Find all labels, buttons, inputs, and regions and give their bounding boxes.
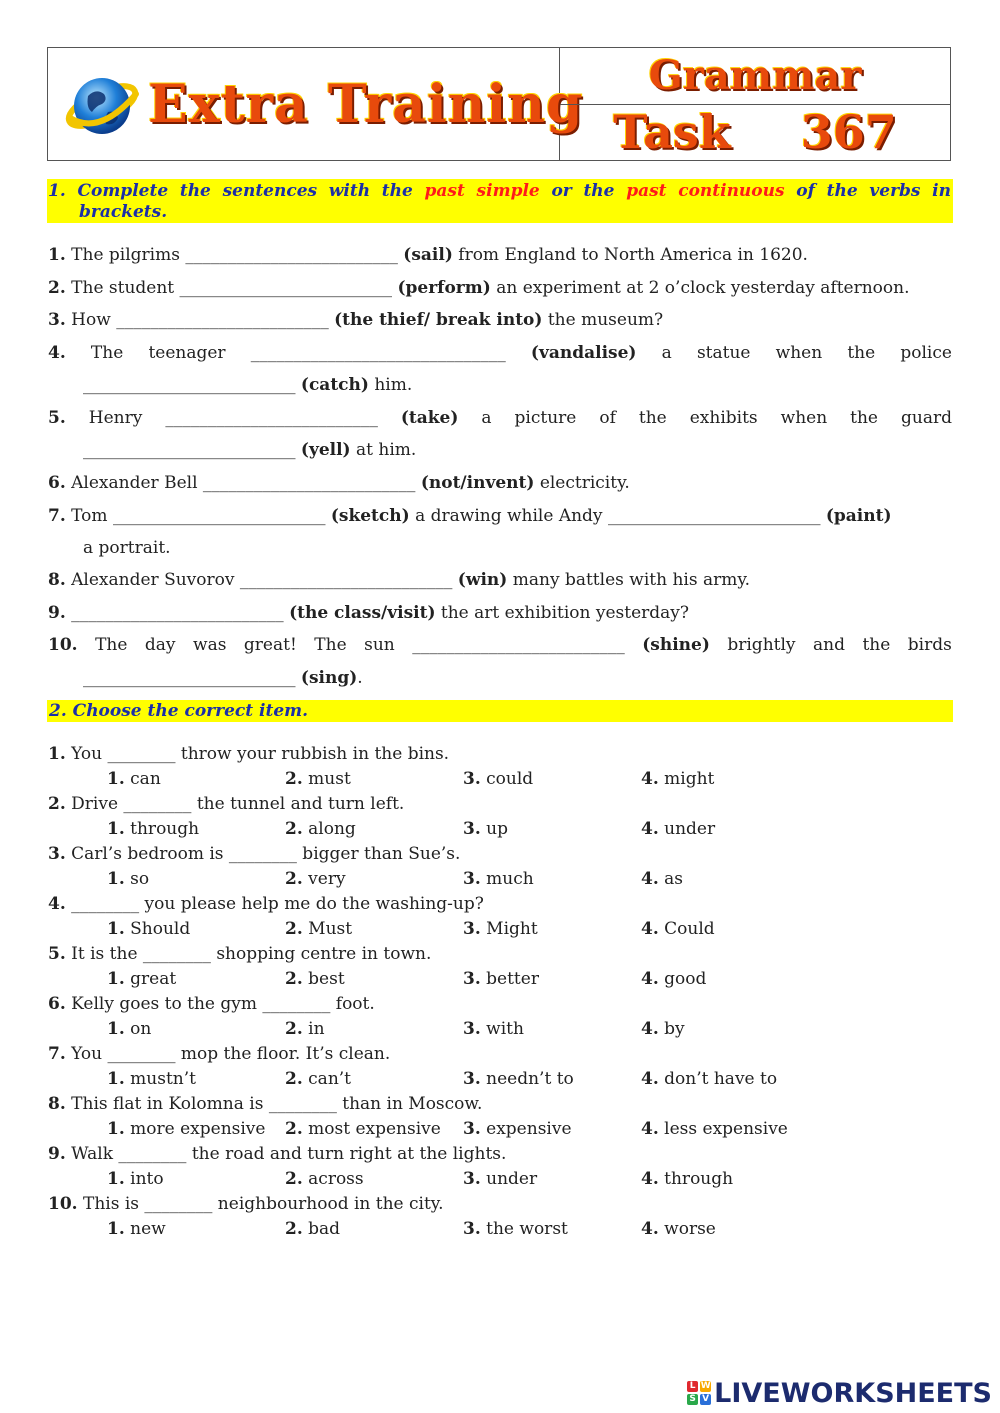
answer-option[interactable]: 1. Should <box>107 919 191 939</box>
answer-blank[interactable]: _________________________ <box>83 440 296 460</box>
exercise2-question <box>48 843 460 865</box>
question-number: 9. <box>48 1144 66 1164</box>
answer-option[interactable]: 2. bad <box>285 1219 341 1239</box>
answer-option[interactable]: 1. into <box>107 1169 164 1189</box>
question-text: Kelly goes to the gym ________ foot. <box>71 994 375 1014</box>
answer-options <box>0 768 1000 790</box>
liveworksheets-logo-icon: L W S V <box>687 1381 711 1405</box>
exercise1-item: 7. Tom _________________________ (sketch) a drawing while Andy _________________________ (paint) <box>48 506 892 526</box>
question-text: Drive ________ the tunnel and turn left. <box>71 794 405 814</box>
header-brand-cell <box>48 48 584 160</box>
exercise1-item: 5. Henry _________________________ (take) a picture of the exhibits when the guard <box>48 408 952 428</box>
exercise1-item-continuation: _________________________ (sing). <box>83 668 363 688</box>
exercise1-item: 8. Alexander Suvorov _________________________ (win) many battles with his army. <box>48 570 751 590</box>
liveworksheets-footer <box>687 1378 992 1408</box>
answer-option[interactable]: 4. less expensive <box>641 1119 788 1139</box>
answer-blank[interactable]: _________________________ <box>412 635 625 655</box>
answer-blank[interactable]: _________________________ <box>185 245 398 265</box>
header-task-cell <box>560 48 950 160</box>
question-text: ________ you please help me do the washing-up? <box>71 894 484 914</box>
answer-blank[interactable]: _________________________ <box>165 408 378 428</box>
answer-blank[interactable]: _________________________ <box>607 506 821 526</box>
answer-option[interactable]: 3. much <box>463 869 534 889</box>
section2-instruction: 2. Choose the correct item. <box>47 700 953 722</box>
answer-option[interactable]: 2. across <box>285 1169 364 1189</box>
answer-option[interactable]: 3. up <box>463 819 508 839</box>
exercise1-item: 2. The student _________________________ (perform) an experiment at 2 o’clock yesterday afternoon. <box>48 278 910 298</box>
answer-option[interactable]: 3. under <box>463 1169 538 1189</box>
answer-option[interactable]: 3. needn’t to <box>463 1069 574 1089</box>
answer-blank[interactable]: _________________________ <box>202 473 416 493</box>
task-label: Task <box>613 105 731 160</box>
answer-option[interactable]: 4. through <box>641 1169 734 1189</box>
answer-option[interactable]: 1. great <box>107 969 177 989</box>
answer-options <box>0 868 1000 890</box>
answer-options <box>0 968 1000 990</box>
answer-option[interactable]: 3. Might <box>463 919 538 939</box>
footer-brand: LIVEWORKSHEETS <box>714 1377 992 1409</box>
question-text: Carl’s bedroom is ________ bigger than Sue’s. <box>71 844 461 864</box>
answer-option[interactable]: 4. under <box>641 819 716 839</box>
exercise1-item: 3. How _________________________ (the thief/ break into) the museum? <box>48 310 664 330</box>
exercise2-question <box>48 1043 390 1065</box>
answer-option[interactable]: 2. must <box>285 769 351 789</box>
answer-options <box>0 1218 1000 1240</box>
question-number: 6. <box>48 994 66 1014</box>
answer-option[interactable]: 2. most expensive <box>285 1119 441 1139</box>
answer-option[interactable]: 4. worse <box>641 1219 716 1239</box>
answer-options <box>0 1118 1000 1140</box>
answer-option[interactable]: 3. the worst <box>463 1219 568 1239</box>
exercise2-question <box>48 993 375 1015</box>
answer-option[interactable]: 3. could <box>463 769 534 789</box>
question-number: 7. <box>48 1044 66 1064</box>
answer-option[interactable]: 4. Could <box>641 919 715 939</box>
exercise2-question <box>48 1193 444 1215</box>
answer-option[interactable]: 2. very <box>285 869 346 889</box>
exercise1-item: 10. The day was great! The sun _________________________ (shine) brightly and the birds <box>48 635 952 655</box>
answer-option[interactable]: 1. more expensive <box>107 1119 266 1139</box>
answer-blank[interactable]: _________________________ <box>179 278 393 298</box>
answer-option[interactable]: 1. through <box>107 819 200 839</box>
exercise1-item-continuation: _________________________ (catch) him. <box>83 375 413 395</box>
section1-instruction: 1. Complete the sentences with the past simple or the past continuous of the verbs in brackets. <box>48 181 951 222</box>
answer-options <box>0 918 1000 940</box>
question-number: 3. <box>48 844 66 864</box>
answer-option[interactable]: 1. can <box>107 769 161 789</box>
exercise1-item: 1. The pilgrims _________________________ (sail) from England to North America in 1620. <box>48 245 808 265</box>
exercise2-question <box>48 893 484 915</box>
answer-option[interactable]: 4. by <box>641 1019 685 1039</box>
question-text: It is the ________ shopping centre in town. <box>71 944 432 964</box>
answer-blank[interactable]: _________________________ <box>112 506 326 526</box>
task-number: 367 <box>800 105 897 160</box>
exercise1-item-continuation: a portrait. <box>83 538 171 558</box>
globe-logo-icon <box>62 66 142 142</box>
answer-blank[interactable]: _________________________ <box>116 310 329 330</box>
question-text: Walk ________ the road and turn right at the lights. <box>71 1144 507 1164</box>
exercise2-question <box>48 943 431 965</box>
header-table <box>47 47 951 161</box>
exercise2-question <box>48 793 404 815</box>
question-number: 1. <box>48 744 66 764</box>
answer-blank[interactable]: _________________________ <box>83 668 296 688</box>
question-number: 2. <box>48 794 66 814</box>
answer-option[interactable]: 2. Must <box>285 919 353 939</box>
answer-option[interactable]: 2. can’t <box>285 1069 351 1089</box>
question-text: This flat in Kolomna is ________ than in Moscow. <box>71 1094 483 1114</box>
answer-blank[interactable]: _________________________ <box>83 375 296 395</box>
answer-blank[interactable]: ______________________________ <box>250 343 506 363</box>
exercise1-item: 4. The teenager ______________________________ (vandalise) a statue when the police <box>48 343 952 363</box>
answer-option[interactable]: 4. don’t have to <box>641 1069 778 1089</box>
answer-options <box>0 1018 1000 1040</box>
question-number: 10. <box>48 1194 78 1214</box>
question-number: 5. <box>48 944 66 964</box>
answer-options <box>0 1168 1000 1190</box>
answer-option[interactable]: 3. expensive <box>463 1119 572 1139</box>
answer-option[interactable]: 2. best <box>285 969 345 989</box>
exercise1-item-continuation: _________________________ (yell) at him. <box>83 440 417 460</box>
answer-options <box>0 1068 1000 1090</box>
question-number: 4. <box>48 894 66 914</box>
answer-blank[interactable]: _________________________ <box>239 570 453 590</box>
exercise2-question <box>48 743 449 765</box>
answer-option[interactable]: 1. mustn’t <box>107 1069 196 1089</box>
task-title <box>560 105 950 161</box>
exercise2-question <box>48 1143 506 1165</box>
subject-title: Grammar <box>560 48 950 105</box>
answer-blank[interactable]: _________________________ <box>71 603 284 623</box>
answer-option[interactable]: 4. as <box>641 869 684 889</box>
answer-option[interactable]: 2. along <box>285 819 356 839</box>
answer-option[interactable]: 1. on <box>107 1019 152 1039</box>
answer-option[interactable]: 4. good <box>641 969 707 989</box>
question-text: This is ________ neighbourhood in the city. <box>82 1194 444 1214</box>
answer-option[interactable]: 1. new <box>107 1219 166 1239</box>
exercise1-item: 6. Alexander Bell _________________________ (not/invent) electricity. <box>48 473 630 493</box>
question-text: You ________ mop the floor. It’s clean. <box>71 1044 391 1064</box>
answer-option[interactable]: 1. so <box>107 869 150 889</box>
question-text: You ________ throw your rubbish in the bins. <box>71 744 450 764</box>
answer-option[interactable]: 3. with <box>463 1019 524 1039</box>
question-number: 8. <box>48 1094 66 1114</box>
exercise1-item: 9. _________________________ (the class/visit) the art exhibition yesterday? <box>48 603 689 623</box>
answer-option[interactable]: 2. in <box>285 1019 325 1039</box>
answer-options <box>0 818 1000 840</box>
answer-option[interactable]: 3. better <box>463 969 539 989</box>
exercise2-question <box>48 1093 482 1115</box>
brand-title: Extra Training <box>148 73 584 135</box>
answer-option[interactable]: 4. might <box>641 769 715 789</box>
